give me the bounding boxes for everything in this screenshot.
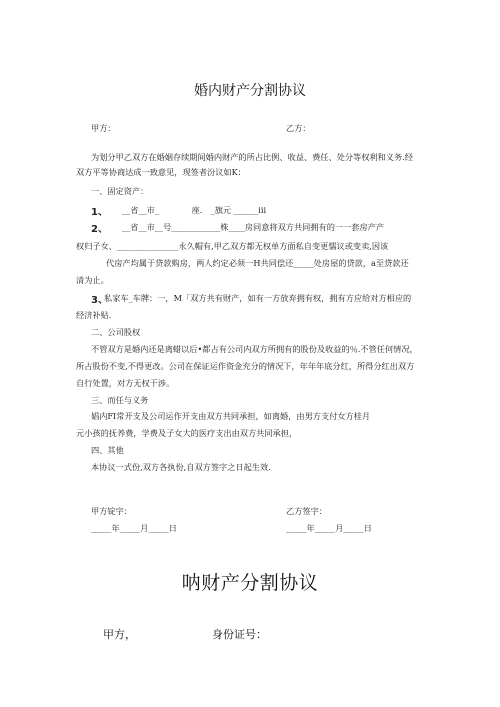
section-heading: 四、其他 bbox=[91, 445, 124, 455]
section-heading: 三、而任与义务 bbox=[91, 395, 149, 405]
item-text: __省__市_ 座. _旗元 ______ⅲ bbox=[122, 205, 267, 215]
date-b: _____年_____月_____日 bbox=[286, 523, 372, 533]
section-heading: 一、固定资产： bbox=[91, 186, 149, 196]
paragraph-line: 娼内FI常开支及公司运作开支由双方共同承担，如离婚，由男方支付女方桂月 bbox=[91, 411, 371, 421]
paragraph-line: 所占股份不变,不得更改。公司在保证运作资金充分的情况下，年年年底分红，所得分红出双方 bbox=[76, 361, 415, 371]
item-text: 私家车_车牌：一，M「双方共有财产，如有一方放弃拥有权，拥有方应给对方相应的 bbox=[104, 293, 412, 303]
paragraph-line: 本协议一式份,双方各执份,自双方签字之日起生效. bbox=[91, 462, 271, 472]
item-number: 2、 bbox=[91, 224, 108, 235]
intro-line: 为划分甲乙双方在婚姻存续期间婚内财产的所占比例、收益、费任、处分等权利和义务.经 bbox=[91, 152, 413, 162]
page2-party-a-label: 甲方， bbox=[103, 628, 136, 641]
party-a-label: 甲方： bbox=[91, 123, 116, 133]
item-text: 经济补贴. bbox=[76, 310, 112, 320]
item-text: 代房产均属于贷款购房，两人约定必须一H共同偿还_____处房屋的贷款，a至贷款还 bbox=[106, 258, 409, 268]
item-number: 1、 bbox=[91, 207, 108, 218]
party-b-label: 乙方： bbox=[286, 123, 311, 133]
section-heading: 二、公司股权 bbox=[91, 327, 141, 337]
page2-title: 呐财产分割协议 bbox=[181, 572, 319, 594]
paragraph-line: 不管双方是婚内还是离蜡以后•都占有公司内双方所拥有的股份及收益的％.不管任何情况， bbox=[91, 344, 418, 354]
agreement-title: 婚内财产分割协议 bbox=[194, 83, 306, 99]
paragraph-line: 自行处置，对方无权干涉。 bbox=[76, 378, 175, 388]
page2-id-label: 身份证号： bbox=[212, 628, 267, 641]
item-text: __省__市__号____________株____房同意将双方共同拥有的一一套房产产 bbox=[122, 222, 385, 232]
paragraph-line: 元小孩的抚养费，学费及子女大的医疗支出由双方共同承担， bbox=[76, 428, 298, 438]
signature-a-label: 甲方锭字： bbox=[91, 506, 132, 516]
item-text: 清为止。 bbox=[76, 275, 109, 285]
intro-line: 双方平等协商达成一致意见，现签者汾议如K： bbox=[76, 167, 246, 177]
item-number: 3、 bbox=[91, 295, 108, 306]
signature-b-label: 乙方签字： bbox=[286, 506, 327, 516]
date-a: _____年_____月_____日 bbox=[91, 523, 177, 533]
item-text: 权归子女、_______________永久帽有,甲乙双方都无权单方面私自变更懦议或变卖,因该 bbox=[76, 241, 389, 251]
